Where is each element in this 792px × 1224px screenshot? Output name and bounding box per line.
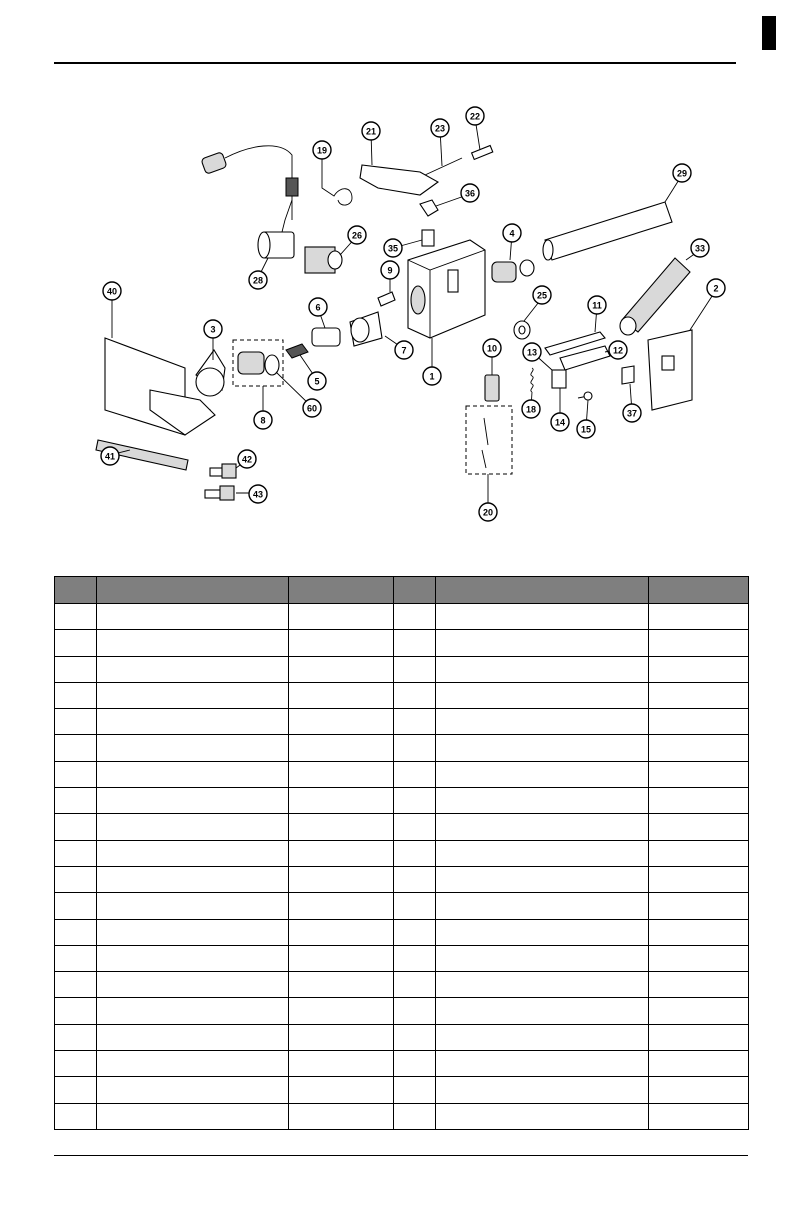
table-cell [97,919,289,945]
table-cell [649,1103,749,1129]
table-cell [97,814,289,840]
cone-part-3 [196,350,225,396]
footer-rule [54,1155,748,1156]
table-cell [55,814,97,840]
callout-1 [423,367,441,385]
table-cell [436,814,649,840]
callout-label: 35 [387,243,399,254]
table-cell [97,630,289,656]
table-cell [436,1024,649,1050]
nut-part-4 [492,260,534,282]
table-cell [394,761,436,787]
table-cell [55,840,97,866]
callout-label: 26 [351,230,363,241]
callout-label: 25 [536,290,548,301]
callout-label: 18 [525,404,537,415]
fitting-parts-35-36 [420,200,438,246]
callout-label: 43 [252,489,264,500]
table-body [55,604,749,1130]
table-cell [649,945,749,971]
table-cell [289,998,394,1024]
callout-label: 9 [387,265,393,276]
table-cell [289,814,394,840]
table-cell [436,709,649,735]
table-cell [97,604,289,630]
table-cell [289,1024,394,1050]
table-cell [394,735,436,761]
table-cell [289,788,394,814]
table-cell [394,893,436,919]
table-cell [436,866,649,892]
table-cell [649,972,749,998]
table-cell [649,735,749,761]
table-cell [436,998,649,1024]
table-cell [394,814,436,840]
callout-6 [309,298,327,316]
callout-29 [673,164,691,182]
table-cell [394,998,436,1024]
callout-22 [466,107,484,125]
table-cell [394,604,436,630]
callout-label: 10 [486,343,498,354]
table-cell [436,656,649,682]
table-cell [55,630,97,656]
table-cell [436,788,649,814]
spring-part-19 [322,166,352,205]
callout-13 [523,343,541,361]
callout-label: 20 [482,507,494,518]
callout-2 [707,279,725,297]
table-cell [649,840,749,866]
callout-label: 41 [104,451,116,462]
callout-label: 15 [580,424,592,435]
table-row [55,604,749,630]
table-row [55,998,749,1024]
callout-12 [609,341,627,359]
callout-15 [577,420,595,438]
callout-42 [238,450,256,468]
table-cell [289,840,394,866]
table-cell [436,972,649,998]
callout-label: 60 [306,403,318,414]
callout-4 [503,224,521,242]
bracket-part-37 [622,366,634,384]
table-cell [394,1077,436,1103]
table-cell [436,919,649,945]
callout-label: 22 [469,111,481,122]
nipple-part-9 [378,292,395,306]
table-cell [97,735,289,761]
table-cell [55,761,97,787]
flange-part-7 [350,312,382,346]
table-cell [97,893,289,919]
table-cell [649,656,749,682]
table-cell [55,972,97,998]
table-row [55,893,749,919]
table-cell [97,1077,289,1103]
housing-part-1 [408,240,485,338]
callout-11 [588,296,606,314]
callout-14 [551,413,569,431]
table-cell [289,866,394,892]
table-cell [436,735,649,761]
table-cell [55,998,97,1024]
table-cell [394,945,436,971]
callout-7 [395,341,413,359]
table-cell [289,893,394,919]
table-row [55,1051,749,1077]
table-cell [97,1024,289,1050]
table-cell [97,656,289,682]
table-cell [649,1024,749,1050]
table-cell [289,735,394,761]
table-cell [289,919,394,945]
callout-label: 42 [241,454,253,465]
table-row [55,1024,749,1050]
table-row [55,866,749,892]
table-cell [649,1051,749,1077]
washer-part-25 [514,321,530,339]
callout-label: 8 [260,415,266,426]
callout-23 [431,119,449,137]
table-cell [649,604,749,630]
table-cell [97,761,289,787]
callout-label: 13 [526,347,538,358]
callout-20 [479,503,497,521]
table-row [55,972,749,998]
bracket-part-11-12 [545,332,610,370]
table-cell [97,1051,289,1077]
diagram-svg [0,100,792,530]
table-cell [649,1077,749,1103]
table-cell [55,735,97,761]
column-header [55,577,97,604]
part-13-14-15 [552,370,592,400]
pin-parts-22-23 [425,145,493,175]
table-cell [394,840,436,866]
kit-part-20 [466,406,512,474]
callout-35 [384,239,402,257]
table-cell [394,788,436,814]
table-cell [649,709,749,735]
table-cell [55,709,97,735]
block-part-26 [305,247,342,273]
callout-label: 1 [429,371,435,382]
table-cell [436,604,649,630]
callout-label: 28 [252,275,264,286]
table-cell [55,682,97,708]
column-header [289,577,394,604]
page-corner-tab [762,16,776,50]
table-row [55,788,749,814]
callout-label: 21 [365,126,377,137]
cable-connector-part [201,146,298,240]
part-10 [485,375,499,401]
callout-8 [254,411,272,429]
table-cell [55,1024,97,1050]
table-cell [289,709,394,735]
table-cell [649,998,749,1024]
table-cell [394,709,436,735]
table-cell [394,866,436,892]
table-cell [289,1103,394,1129]
clip-part-5 [286,344,308,358]
table-cell [436,945,649,971]
table-cell [55,1077,97,1103]
table-row [55,709,749,735]
table-cell [649,788,749,814]
callout-label: 12 [612,345,624,356]
table-cell [55,656,97,682]
table-cell [649,919,749,945]
table-row [55,945,749,971]
table-cell [289,945,394,971]
callout-label: 19 [316,145,328,156]
table-cell [436,761,649,787]
table-cell [55,919,97,945]
callout-26 [348,226,366,244]
table-cell [394,919,436,945]
table-cell [649,761,749,787]
table-cell [289,761,394,787]
callout-label: 23 [434,123,446,134]
table-cell [55,604,97,630]
table-row [55,761,749,787]
table-row [55,840,749,866]
table-cell [394,682,436,708]
table-row [55,919,749,945]
callout-label: 36 [464,188,476,199]
table-cell [649,682,749,708]
callout-21 [362,122,380,140]
tube-part-33 [620,258,690,335]
table-row [55,630,749,656]
column-header [649,577,749,604]
callout-18 [522,400,540,418]
callout-41 [101,447,119,465]
table-cell [55,866,97,892]
parts-list-table [54,576,749,1130]
table-row [55,1077,749,1103]
callout-label: 29 [676,168,688,179]
table-cell [97,1103,289,1129]
table-cell [649,814,749,840]
callout-9 [381,261,399,279]
table-cell [55,788,97,814]
table-cell [436,1077,649,1103]
callout-43 [249,485,267,503]
table-cell [394,656,436,682]
table-row [55,814,749,840]
table-cell [97,709,289,735]
table-cell [289,604,394,630]
table-row [55,656,749,682]
table-cell [97,998,289,1024]
table-cell [55,945,97,971]
lever-part-21 [360,165,438,195]
table-cell [55,1103,97,1129]
callout-40 [103,282,121,300]
table-cell [97,945,289,971]
tube-part-29 [543,202,672,260]
table-cell [436,1051,649,1077]
callout-25 [533,286,551,304]
sensor-part-28 [258,232,294,258]
callout-36 [461,184,479,202]
table-row [55,735,749,761]
table-cell [97,840,289,866]
callout-label: 14 [554,417,566,428]
callout-label: 7 [401,345,407,356]
callout-label: 2 [713,283,719,294]
column-header [436,577,649,604]
callout-label: 6 [315,302,321,313]
header-rule [54,62,736,64]
table-header-row [55,577,749,604]
callout-label: 40 [106,286,118,297]
callout-28 [249,271,267,289]
callout-19 [313,141,331,159]
table-row [55,682,749,708]
callout-37 [623,404,641,422]
table-cell [97,972,289,998]
callout-33 [691,239,709,257]
table-cell [436,1103,649,1129]
plate-part-2 [648,330,692,410]
table-cell [649,630,749,656]
table-cell [649,893,749,919]
callout-label: 4 [509,228,515,239]
table-cell [649,866,749,892]
table-cell [97,866,289,892]
table-cell [394,1024,436,1050]
callout-label: 37 [626,408,638,419]
table-cell [97,682,289,708]
table-cell [289,972,394,998]
callout-label: 11 [592,300,602,311]
table-cell [289,630,394,656]
table-cell [394,630,436,656]
table-cell [289,1077,394,1103]
table-cell [394,1051,436,1077]
table-cell [436,630,649,656]
column-header [97,577,289,604]
callout-5 [308,372,326,390]
fitting-part-6 [312,328,340,346]
table-cell [97,788,289,814]
table-cell [394,1103,436,1129]
screws-part-42-43 [205,464,236,500]
column-header [394,577,436,604]
table-row [55,1103,749,1129]
table-cell [436,682,649,708]
callout-60 [303,399,321,417]
table-cell [289,656,394,682]
callout-label: 5 [314,376,320,387]
table-cell [436,840,649,866]
exploded-parts-diagram [0,100,792,530]
callout-label: 3 [210,324,216,335]
table-cell [55,1051,97,1077]
table-cell [55,893,97,919]
table-cell [436,893,649,919]
table-cell [289,682,394,708]
callout-label: 33 [694,243,706,254]
callout-3 [204,320,222,338]
assembly-part-8 [233,340,283,386]
table-cell [289,1051,394,1077]
callout-10 [483,339,501,357]
spring-part-18 [531,368,533,392]
table-cell [394,972,436,998]
